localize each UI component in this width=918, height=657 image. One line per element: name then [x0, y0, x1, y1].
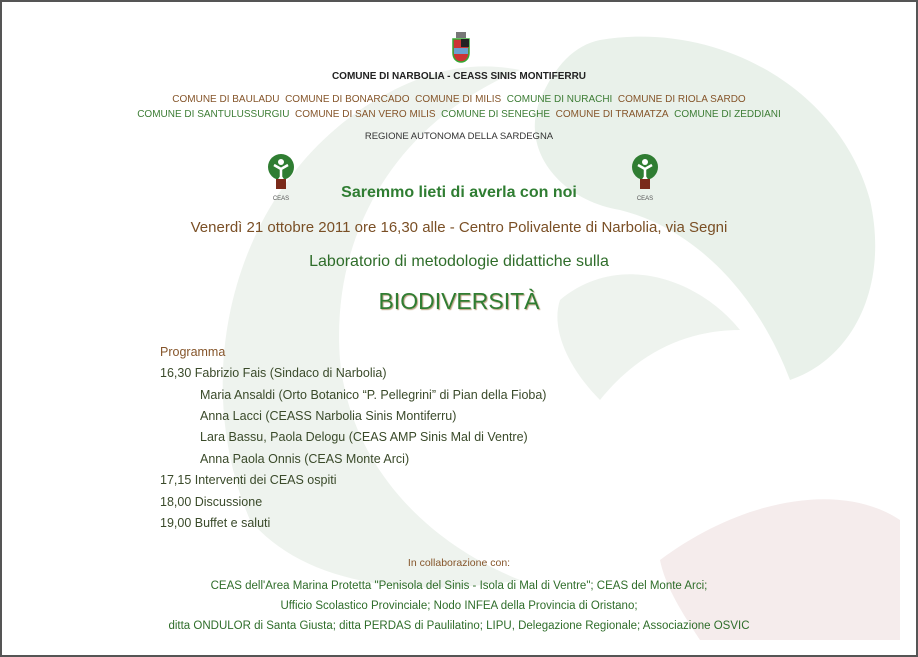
collaborator-line: ditta ONDULOR di Santa Giusta; ditta PERDAS di Paulilatino; LIPU, Delegazione Regionale; Associazione OSVIC: [168, 620, 750, 632]
region-label: REGIONE AUTONOMA DELLA SARDEGNA: [364, 131, 554, 142]
program-item: Lara Bassu, Paola Delogu (CEAS AMP Sinis Mal di Ventre): [200, 430, 528, 444]
event-date-location: Venerdì 21 ottobre 2011 ore 16,30 alle - Centro Polivalente di Narbolia, via Segni: [190, 219, 728, 236]
header-main: COMUNE DI NARBOLIA - CEASS SINIS MONTIFERRU: [331, 71, 587, 82]
program-item: Maria Ansaldi (Orto Botanico “P. Pellegrini” di Pian della Fioba): [200, 388, 547, 402]
municipality: COMUNE DI RIOLA SARDO: [617, 94, 746, 105]
municipality: COMUNE DI SENEGHE: [441, 109, 551, 120]
collaborator-line: CEAS dell'Area Marina Protetta "Penisola del Sinis - Isola di Mal di Ventre"; CEAS del Monte Arci;: [210, 580, 708, 592]
collaboration-label: In collaborazione con:: [407, 557, 511, 569]
municipality: COMUNE DI SANTULUSSURGIU: [137, 109, 290, 120]
invitation-text: Saremmo lieti di averla con noi: [341, 184, 577, 201]
svg-text:CEAS: CEAS: [636, 196, 654, 202]
program-item: Anna Paola Onnis (CEAS Monte Arci): [200, 452, 410, 466]
program-label: Programma: [160, 345, 226, 359]
municipalities-row-2: [0, 109, 918, 120]
program-item: 17,15 Interventi dei CEAS ospiti: [160, 473, 337, 487]
coat-of-arms-icon: [450, 32, 472, 66]
program-item: Anna Lacci (CEASS Narbolia Sinis Montiferru): [200, 409, 457, 423]
municipalities-row-1: [0, 94, 918, 105]
event-subtitle: Laboratorio di metodologie didattiche sulla: [309, 253, 609, 270]
municipality: COMUNE DI MILIS: [415, 94, 502, 105]
municipality: COMUNE DI SAN VERO MILIS: [295, 109, 436, 120]
svg-text:CEAS: CEAS: [272, 196, 290, 202]
program-item: 19,00 Buffet e saluti: [160, 516, 271, 530]
collaborator-line: Ufficio Scolastico Provinciale; Nodo INFEA della Provincia di Oristano;: [280, 600, 638, 612]
program-item: 16,30 Fabrizio Fais (Sindaco di Narbolia): [160, 366, 387, 380]
municipality: COMUNE DI TRAMATZA: [555, 109, 669, 120]
event-title: BIODIVERSITÀ: [378, 288, 540, 314]
program-item: 18,00 Discussione: [160, 495, 263, 509]
municipality: COMUNE DI BONARCADO: [285, 94, 410, 105]
municipality: COMUNE DI BAULADU: [172, 94, 280, 105]
municipality: COMUNE DI NURACHI: [506, 94, 613, 105]
municipality: COMUNE DI ZEDDIANI: [674, 109, 781, 120]
